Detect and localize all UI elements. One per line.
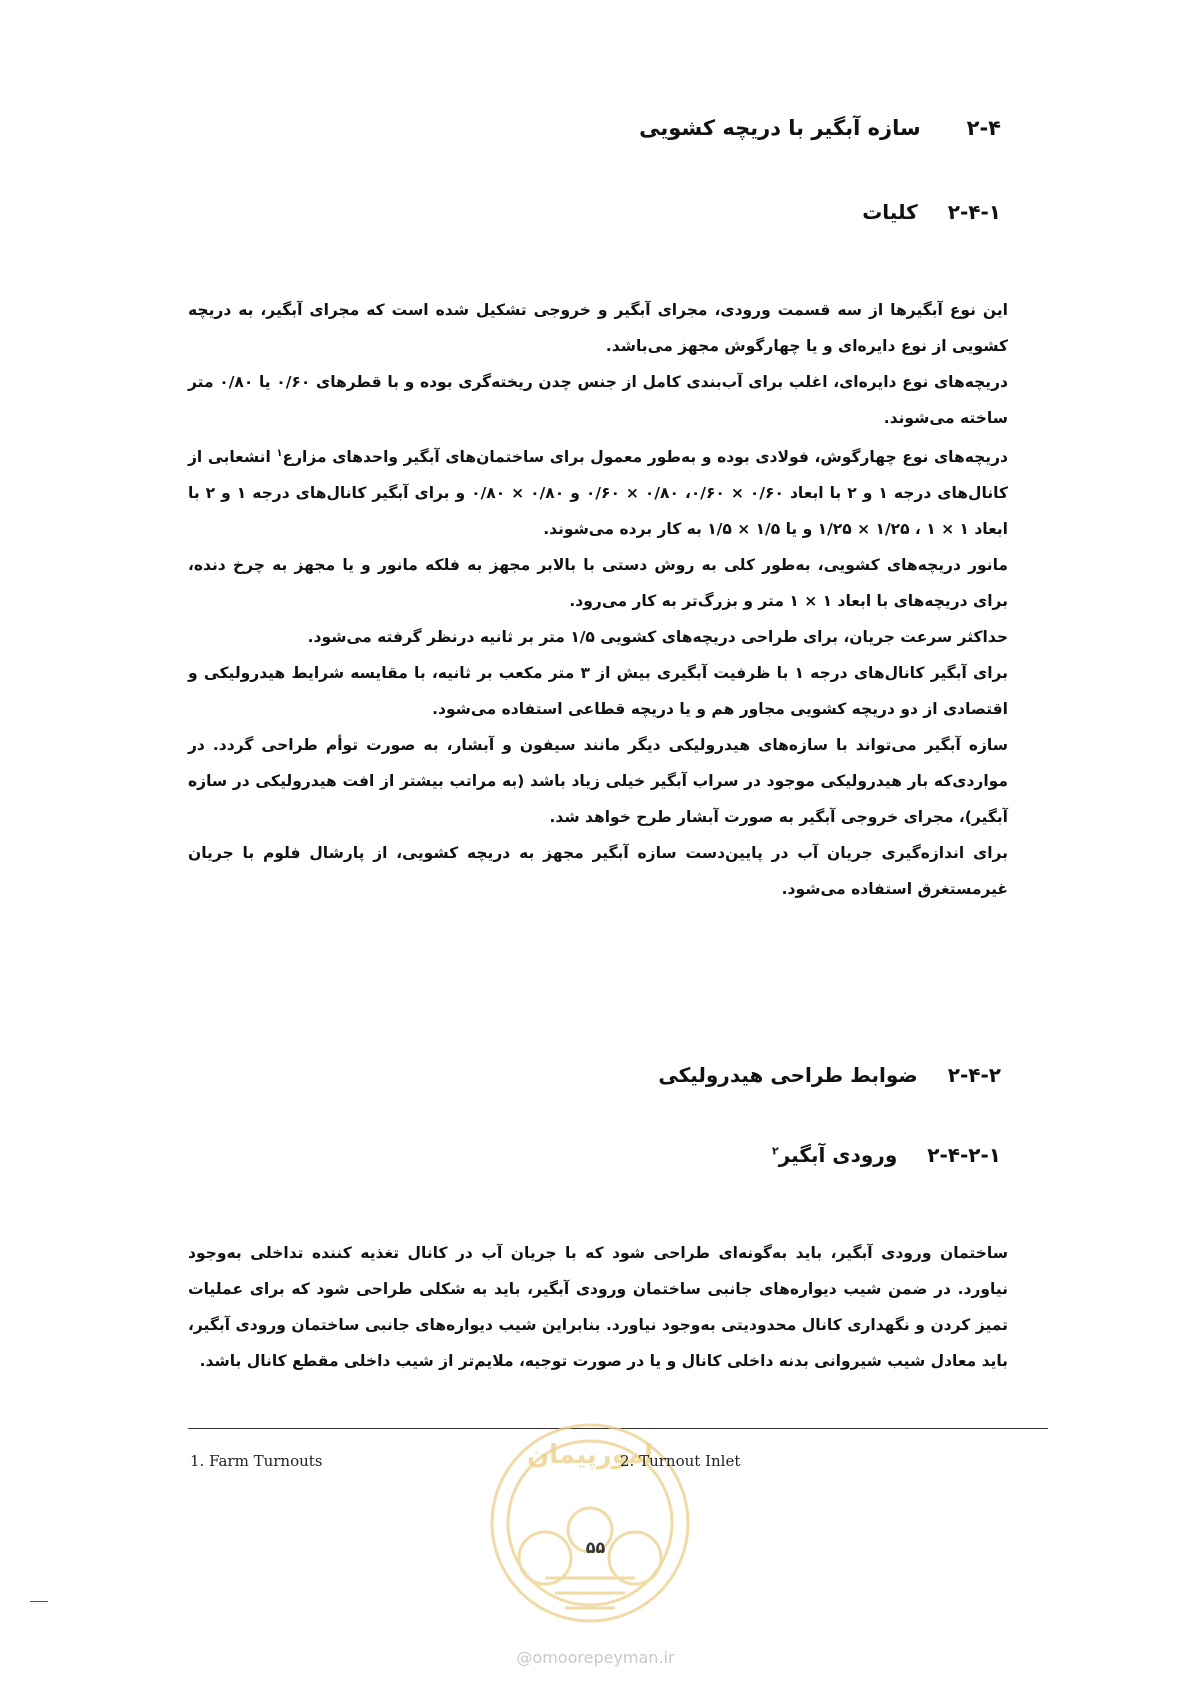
section-heading-2-4-2 <box>658 1063 1001 1087</box>
watermark-stamp-icon <box>485 1418 695 1628</box>
heading-number: ۲-۴-۲-۱ <box>927 1143 1001 1167</box>
paragraph: سازه آبگیر می‌تواند با سازه‌های هیدرولیکی دیگر مانند سیفون و آبشار، به صورت توأم طراحی گردد. در مواردی‌که بار هیدرولیکی موجود در سراب آبگیر خیلی زیاد باشد (به مراتب بیشتر از افت هیدرولیکی در سازه آبگیر)، مجرای خروجی آبگیر به صورت آبشار طرح خواهد شد. <box>188 736 1008 827</box>
footnote-ref: ۲ <box>772 1144 779 1158</box>
paragraph: این نوع آبگیرها از سه قسمت ورودی، مجرای آبگیر و خروجی تشکیل شده است که مجرای آبگیر، به دریچه کشویی از نوع دایره‌ای و یا چهارگوش مجهز می‌باشد. <box>188 301 1008 355</box>
paragraph: مانور دریچه‌های کشویی، به‌طور کلی به روش دستی با بالابر مجهز به فلکه مانور و یا مجهز به چرخ دنده، برای دریچه‌های با ابعاد ۱ × ۱ متر و بزرگ‌تر به کار می‌رود. <box>188 556 1008 611</box>
section-heading-2-4-2-1 <box>772 1143 1001 1167</box>
heading-text: کلیات <box>862 200 918 224</box>
heading-number: ۲-۴ <box>966 116 1001 140</box>
paragraph-text: انشعابی از کانال‌های درجه ۱ و ۲ با ابعاد ۰/۶۰ × ۰/۶۰، ۰/۸۰ × ۰/۶۰ و ۰/۸۰ × ۰/۸۰ و برای آبگیر کانال‌های درجه ۱ و ۲ با ابعاد ۱ × ۱ ، ۱/۲۵ × ۱/۲۵ و یا ۱/۵ × ۱/۵ به کار برده می‌شوند. <box>188 448 1008 539</box>
heading-text: ضوابط طراحی هیدرولیکی <box>658 1063 918 1087</box>
paragraph: برای اندازه‌گیری جریان آب در پایین‌دست سازه آبگیر مجهز به دریچه کشویی، از پارشال فلوم با جریان غیرمستغرق استفاده می‌شود. <box>188 844 1008 899</box>
heading-number: ۲-۴-۲ <box>947 1063 1001 1087</box>
section-heading-2-4 <box>639 116 1001 140</box>
general-section-body <box>188 292 1008 907</box>
heading-text: سازه آبگیر با دریچه کشویی <box>639 116 921 140</box>
watermark-site: @omoorepeyman.ir <box>516 1648 675 1667</box>
scan-edge-mark <box>30 1601 48 1602</box>
paragraph: حداکثر سرعت جریان، برای طراحی دریچه‌های کشویی ۱/۵ متر بر ثانیه درنظر گرفته می‌شود. <box>307 628 1008 647</box>
footnote-1: 1. Farm Turnouts <box>190 1452 323 1470</box>
paragraph: دریچه‌های نوع دایره‌ای، اغلب برای آب‌بندی کامل از جنس چدن ریخته‌گری بوده و با قطرهای ۰/۶۰ یا ۰/۸۰ متر ساخته می‌شوند. <box>188 373 1008 427</box>
section-heading-2-4-1 <box>862 200 1001 224</box>
heading-number: ۲-۴-۱ <box>947 200 1001 224</box>
footnote-ref: ۱ <box>276 448 283 459</box>
inlet-section-body <box>188 1235 1008 1379</box>
watermark-text: امورپیمان <box>526 1440 654 1470</box>
heading-text: ورودی آبگیر <box>778 1143 898 1167</box>
paragraph: برای آبگیر کانال‌های درجه ۱ با ظرفیت آبگیری بیش از ۳ متر مکعب بر ثانیه، با مقایسه شرایط هیدرولیکی و اقتصادی از دو دریچه کشویی مجاور هم و یا دریچه قطاعی استفاده می‌شود. <box>188 664 1008 719</box>
paragraph-text: دریچه‌های نوع چهارگوش، فولادی بوده و به‌طور معمول برای ساختمان‌های آبگیر واحدهای مزارع <box>282 448 1008 467</box>
footnote-2: 2. Turnout Inlet <box>620 1452 741 1470</box>
paragraph: ساختمان ورودی آبگیر، باید به‌گونه‌ای طراحی شود که با جریان آب در کانال تغذیه کننده تداخلی به‌وجود نیاورد. در ضمن شیب دیواره‌های جانبی ساختمان ورودی آبگیر، باید به شکلی طراحی شود که برای عملیات تمیز کردن و نگهداری کانال محدودیتی به‌وجود نیاورد. بنابراین شیب دیواره‌های جانبی ساختمان ورودی آبگیر، باید معادل شیب شیروانی بدنه داخلی کانال و یا در صورت توجیه، ملایم‌تر از شیب داخلی مقطع کانال باشد. <box>188 1244 1008 1370</box>
paragraph <box>188 436 1008 547</box>
page-number: ۵۵ <box>585 1538 606 1557</box>
